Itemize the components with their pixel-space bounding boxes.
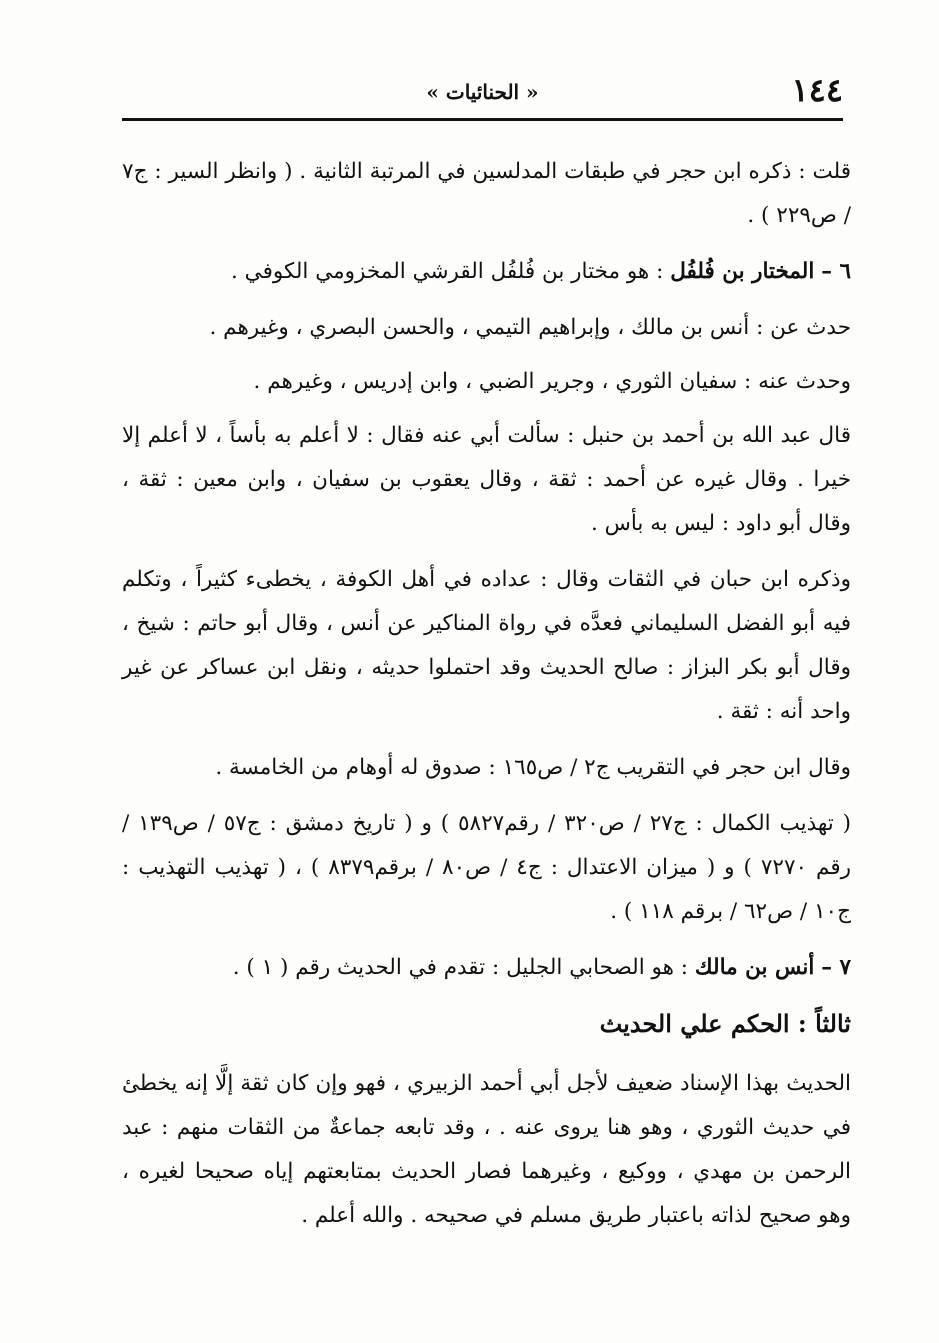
paragraph-ibn-hibban: وذكره ابن حبان في الثقات وقال : عداده في أهل الكوفة ، يخطىء كثيراً ، وتكلم فيه أبو الفضل السليماني فعدَّه في رواة المناكير عن أنس ، وقال أبو حاتم : شيخ ، وقال أبو بكر البزاز : صالح الحديث وقد احتملوا حديثه ، ونقل ابن عساكر عن غير واحد أنه : ثقة .	[122, 567, 851, 724]
narrator-description: : هو مختار بن فُلفُل القرشي المخزومي الكوفي .	[231, 259, 664, 284]
narrator-number: ٦ –	[821, 259, 851, 284]
narrator-number: ٧ –	[821, 955, 851, 980]
page-header	[122, 70, 843, 116]
paragraph-ruling: الحديث بهذا الإسناد ضعيف لأجل أبي أحمد الزبيري ، فهو وإن كان ثقة إلَّا إنه يخطئ في حديث الثوري ، وهو هنا يروى عنه . ، وقد تابعه جماعةٌ من الثقات منهم : عبد الرحمن بن مهدي ، ووكيع ، وغيرهما فصار الحديث بمتابعتهم إياه صحيحا لغيره ، وهو صحيح لذاته باعتبار طريق مسلم في صحيحه . والله أعلم .	[122, 1071, 851, 1228]
paragraph-narrated-by: وحدث عنه : سفيان الثوري ، وجرير الضبي ، وابن إدريس ، وغيرهم .	[253, 369, 851, 394]
running-title: « الحنائيات »	[426, 80, 539, 104]
paragraph-narrator-7	[122, 946, 851, 990]
paragraph-narrator-6	[122, 250, 851, 294]
narrator-name: المختار بن فُلفُل	[670, 259, 815, 284]
page-number: ١٤٤	[791, 71, 843, 109]
paragraph-grading-ahmad: قال عبد الله بن أحمد بن حنبل : سألت أبي عنه فقال : لا أعلم به بأساً ، لا أعلم إلا خيرا . وقال غيره عن أحمد : ثقة ، وقال يعقوب بن سفيان ، وابن معين : ثقة ، وقال أبو داود : ليس به بأس .	[122, 423, 851, 536]
narrator-description: : هو الصحابي الجليل : تقدم في الحديث رقم ( ١ ) .	[232, 955, 689, 980]
narrator-name: أنس بن مالك	[694, 955, 815, 980]
paragraph-references: ( تهذيب الكمال : ج٢٧ / ص٣٢٠ / رقم٥٨٢٧ ) و ( تاريخ دمشق : ج٥٧ / ص١٣٩ / رقم ٧٢٧٠ ) و ( ميزان الاعتدال : ج٤ / ص٨٠ / برقم٨٣٧٩ ) ، ( تهذيب التهذيب : ج١٠ / ص٦٢ / برقم ١١٨ ) .	[122, 811, 852, 924]
header-rule	[122, 118, 843, 121]
paragraph-note-ibn-hajar: قلت : ذكره ابن حجر في طبقات المدلسين في المرتبة الثانية . ( وانظر السير : ج٧ / ص٢٢٩ ) .	[122, 159, 851, 228]
paragraph-narrated-from: حدث عن : أنس بن مالك ، وإبراهيم التيمي ، والحسن البصري ، وغيرهم .	[209, 315, 851, 340]
paragraph-taqrib: وقال ابن حجر في التقريب ج٢ / ص١٦٥ : صدوق له أوهام من الخامسة .	[215, 755, 851, 780]
section-heading: ثالثاً : الحكم علي الحديث	[599, 1009, 851, 1038]
page-content	[122, 150, 851, 1250]
